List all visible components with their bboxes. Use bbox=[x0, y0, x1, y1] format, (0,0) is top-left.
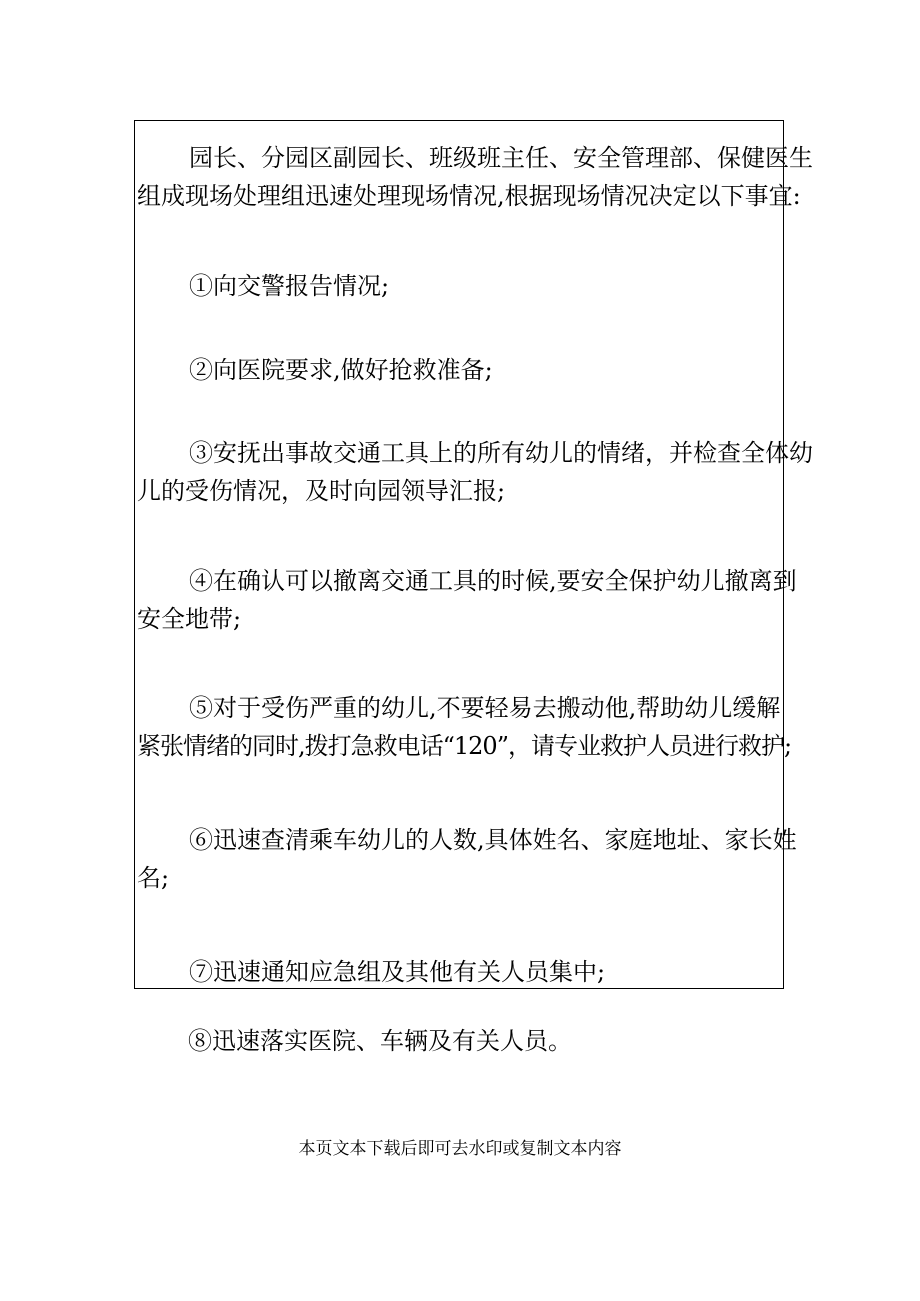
paragraph-line: 组成现场处理组迅速处理现场情况,根据现场情况决定以下事宜: bbox=[137, 182, 801, 210]
paragraph-5 bbox=[135, 562, 797, 638]
paragraph-line: 园长、分园区副园长、班级班主任、安全管理部、保健医生 bbox=[189, 144, 813, 172]
paragraph-2 bbox=[135, 267, 785, 305]
paragraph-1 bbox=[135, 139, 813, 215]
paragraph-line: ①向交警报告情况; bbox=[189, 272, 390, 300]
paragraph-line: 安全地带; bbox=[137, 605, 242, 633]
paragraph-9: ⑧迅速落实医院、车辆及有关人员。 bbox=[188, 1027, 572, 1055]
watermark-note: 本页文本下载后即可去水印或复制文本内容 bbox=[298, 1139, 622, 1159]
paragraph-line: ⑥迅速查清乘车幼儿的人数,具体姓名、家庭地址、家长姓 bbox=[189, 826, 797, 854]
paragraph-line: ⑦迅速通知应急组及其他有关人员集中; bbox=[189, 958, 606, 986]
bordered-text-box bbox=[134, 120, 813, 989]
paragraph-3 bbox=[135, 351, 785, 389]
paragraph-line: 紧张情绪的同时,拨打急救电话“120”，请专业救护人员进行救护; bbox=[137, 732, 792, 760]
paragraph-line: 儿的受伤情况，及时向园领导汇报; bbox=[137, 477, 506, 505]
paragraph-line: ⑤对于受伤严重的幼儿,不要轻易去搬动他,帮助幼儿缓解 bbox=[189, 694, 781, 722]
paragraph-6 bbox=[135, 689, 792, 765]
paragraph-8 bbox=[135, 953, 785, 991]
paragraph-line: ②向医院要求,做好抢救准备; bbox=[189, 356, 493, 384]
paragraph-line: ④在确认可以撤离交通工具的时候,要安全保护幼儿撤离到 bbox=[189, 567, 797, 595]
paragraph-4 bbox=[135, 434, 813, 510]
paragraph-7 bbox=[135, 821, 797, 897]
paragraph-line: ③安抚出事故交通工具上的所有幼儿的情绪，并检查全体幼 bbox=[189, 439, 813, 467]
paragraph-line: 名; bbox=[137, 864, 170, 892]
